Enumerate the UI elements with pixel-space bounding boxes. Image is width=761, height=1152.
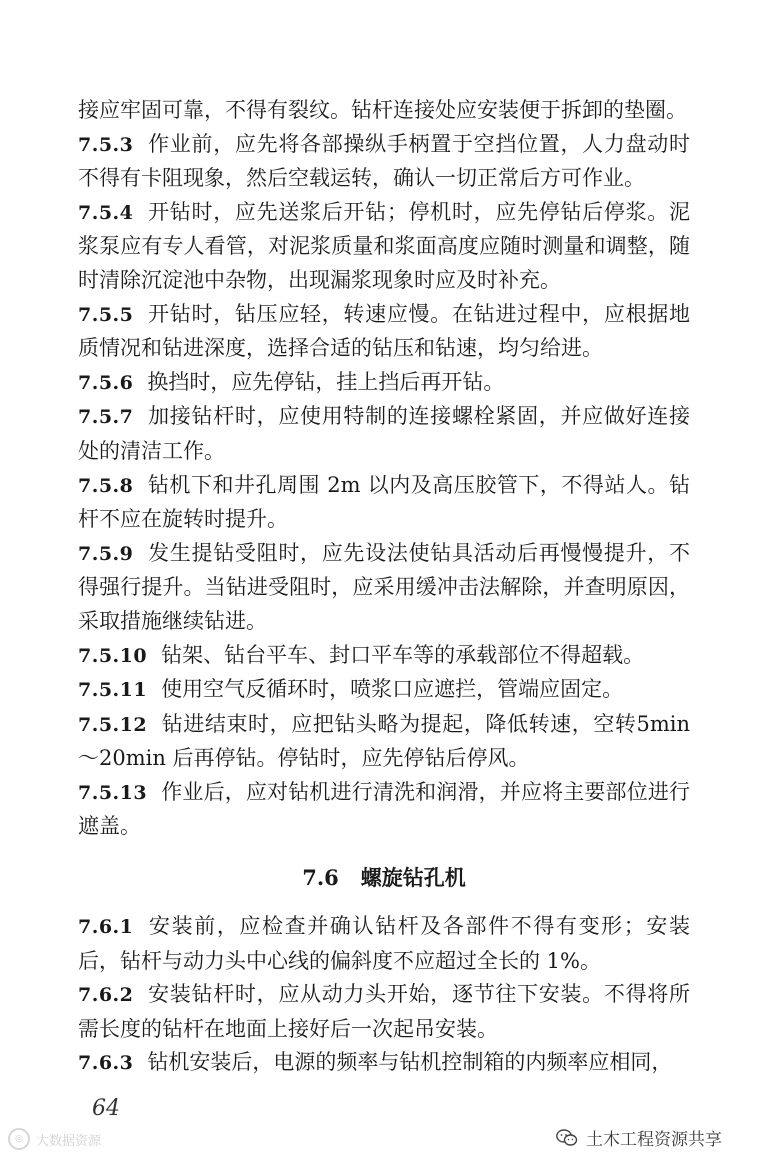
clause-text: 钻架、钻台平车、封口平车等的承载部位不得超载。 (161, 642, 645, 667)
clause-text: 作业前，应先将各部操纵手柄置于空挡位置，人力盘动时不得有卡阻现象，然后空载运转，确认一切正常后方可作业。 (78, 131, 690, 191)
clause-number: 7.6.2 (78, 984, 134, 1007)
clause-number: 7.6.1 (78, 916, 134, 939)
clause-text: 开钻时，钻压应轻，转速应慢。在钻进过程中，应根据地质情况和钻进深度，选择合适的钻压和钻速，均匀给进。 (78, 301, 690, 361)
watermark-left (8, 1128, 101, 1150)
clause-text: 钻机下和井孔周围 2m 以内及高压胶管下，不得站人。钻杆不应在旋转时提升。 (78, 472, 690, 532)
watermark-right-text: 土木工程资源共享 (586, 1130, 722, 1150)
clause-text: 作业后，应对钻机进行清洗和润滑，并应将主要部位进行遮盖。 (78, 779, 690, 839)
clause-number: 7.5.5 (78, 303, 134, 326)
clause-number: 7.5.6 (78, 371, 134, 394)
clause-7-5-13 (78, 776, 690, 844)
clause-number: 7.5.8 (78, 474, 134, 497)
clause-7-6-3 (78, 1046, 690, 1081)
clause-7-5-12 (78, 708, 690, 776)
clause-text: 钻进结束时，应把钻头略为提起，降低转速，空转5min～20min 后再停钻。停钻时，应先停钻后停风。 (78, 711, 690, 771)
watermark-right (556, 1125, 722, 1150)
paragraph-text: 接应牢固可靠，不得有裂纹。钻杆连接处应安装便于拆卸的垫圈。 (78, 98, 687, 122)
body-text (78, 94, 690, 1081)
clause-7-5-7 (78, 400, 690, 468)
paragraph-continued (78, 94, 690, 128)
clause-text: 换挡时，应先停钻，挂上挡后再开钻。 (147, 369, 505, 394)
page-number: 64 (92, 1096, 120, 1121)
clause-7-6-1 (78, 910, 690, 978)
clause-number: 7.5.12 (78, 713, 148, 736)
circle-logo-icon: ◎ (8, 1128, 30, 1150)
clause-7-6-2 (78, 978, 690, 1046)
clause-7-5-3 (78, 128, 690, 196)
clause-7-5-8 (78, 469, 690, 537)
clause-text: 安装前，应检查并确认钻杆及各部件不得有变形；安装后，钻杆与动力头中心线的偏斜度不应超过全长的 1%。 (78, 914, 690, 973)
clause-text: 加接钻杆时，应使用特制的连接螺栓紧固，并应做好连接处的清洁工作。 (78, 404, 690, 463)
clause-text: 安装钻杆时，应从动力头开始，逐节往下安装。不得将所需长度的钻杆在地面上接好后一次起吊安装。 (78, 982, 690, 1041)
clause-7-5-6 (78, 366, 690, 401)
clause-7-5-5 (78, 298, 690, 366)
clause-text: 开钻时，应先送浆后开钻；停机时，应先停钻后停浆。泥浆泵应有专人看管，对泥浆质量和浆面高度应随时测量和调整，随时清除沉淀池中杂物，出现漏浆现象时应及时补充。 (78, 199, 690, 292)
clause-number: 7.6.3 (78, 1052, 134, 1075)
clause-7-5-11 (78, 673, 690, 708)
clause-7-5-4 (78, 196, 690, 298)
clause-number: 7.5.4 (78, 201, 134, 224)
clause-number: 7.5.11 (78, 679, 148, 702)
clause-number: 7.5.3 (78, 133, 134, 156)
wechat-icon (556, 1129, 578, 1147)
section-heading (78, 861, 690, 895)
clause-number: 7.5.10 (78, 644, 148, 667)
clause-text: 发生提钻受阻时，应先设法使钻具活动后再慢慢提升，不得强行提升。当钻进受阻时，应采用缓冲击法解除，并查明原因，采取措施继续钻进。 (78, 540, 690, 633)
section-number: 7.6 (302, 865, 339, 891)
clause-number: 7.5.13 (78, 781, 148, 804)
clause-number: 7.5.9 (78, 542, 134, 565)
watermark-left-text: 大数据资源 (36, 1133, 102, 1149)
section-title: 螺旋钻孔机 (360, 865, 466, 891)
clause-text: 使用空气反循环时，喷浆口应遮拦，管端应固定。 (161, 677, 624, 702)
clause-7-5-9 (78, 537, 690, 639)
clause-text: 钻机安装后，电源的频率与钻机控制箱的内频率应相同， (147, 1050, 673, 1075)
clause-7-5-10 (78, 639, 690, 674)
clause-number: 7.5.7 (78, 406, 134, 429)
